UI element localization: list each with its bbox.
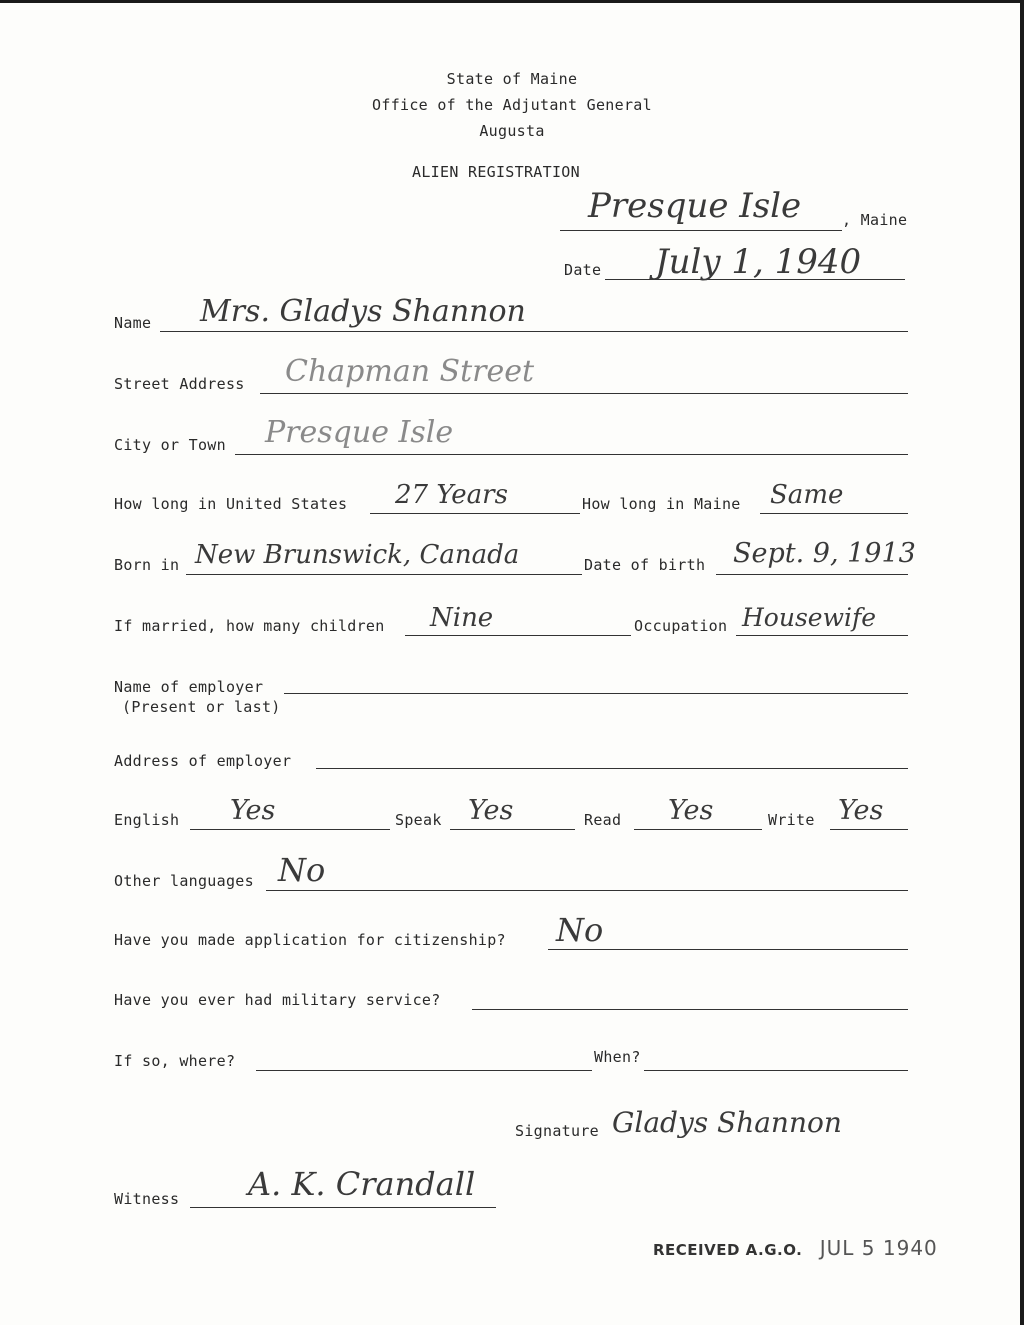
when-label: When?: [594, 1048, 641, 1066]
name-value: Mrs. Gladys Shannon: [200, 294, 526, 329]
if-so-where-label: If so, where?: [114, 1052, 236, 1070]
write-label: Write: [768, 811, 815, 829]
speak-value: Yes: [468, 795, 514, 826]
name-label: Name: [114, 314, 152, 332]
speak-line: [450, 829, 575, 830]
military-line: [472, 1009, 908, 1010]
read-line: [634, 829, 762, 830]
children-label: If married, how many children: [114, 617, 385, 635]
other-languages-value: No: [278, 851, 326, 889]
how-long-maine-value: Same: [770, 480, 844, 510]
occupation-label: Occupation: [634, 617, 728, 635]
date-of-birth-line: [716, 574, 908, 575]
street-value: Chapman Street: [285, 354, 535, 389]
citizenship-label: Have you made application for citizenship?: [114, 931, 506, 949]
header-city: Augusta: [479, 122, 545, 140]
if-so-where-line: [256, 1070, 592, 1071]
header-state: State of Maine: [446, 70, 578, 88]
form-title: ALIEN REGISTRATION: [412, 163, 580, 181]
employer-note: (Present or last): [122, 698, 281, 716]
date-of-birth-label: Date of birth: [584, 556, 706, 574]
employer-line: [284, 693, 908, 694]
date-of-birth-value: Sept. 9, 1913: [733, 538, 916, 569]
employer-address-line: [316, 768, 908, 769]
write-value: Yes: [838, 795, 884, 826]
received-stamp: [653, 1236, 938, 1260]
military-label: Have you ever had military service?: [114, 991, 441, 1009]
children-value: Nine: [430, 603, 494, 633]
employer-label: Name of employer: [114, 678, 264, 696]
how-long-us-label: How long in United States: [114, 495, 348, 513]
street-line: [260, 393, 908, 394]
children-line: [405, 635, 631, 636]
read-value: Yes: [668, 795, 714, 826]
date-value: July 1, 1940: [655, 242, 862, 282]
signature-value: Gladys Shannon: [612, 1106, 842, 1139]
when-line: [644, 1070, 908, 1071]
write-line: [830, 829, 908, 830]
citizenship-line: [548, 949, 908, 950]
occupation-value: Housewife: [742, 603, 877, 632]
how-long-maine-label: How long in Maine: [582, 495, 741, 513]
maine-label: , Maine: [842, 211, 908, 229]
header-office: Office of the Adjutant General: [372, 96, 652, 114]
witness-value: A. K. Crandall: [248, 1165, 476, 1203]
page-border-right: [1020, 0, 1024, 1325]
read-label: Read: [584, 811, 622, 829]
how-long-us-value: 27 Years: [395, 480, 508, 510]
page-border-top: [0, 0, 1024, 3]
how-long-us-line: [370, 513, 580, 514]
witness-label: Witness: [114, 1190, 180, 1208]
employer-address-label: Address of employer: [114, 752, 292, 770]
how-long-maine-line: [760, 513, 908, 514]
english-label: English: [114, 811, 180, 829]
city-town-value: Presque Isle: [265, 415, 454, 450]
other-languages-line: [266, 890, 908, 891]
street-label: Street Address: [114, 375, 245, 393]
place-line: [560, 230, 842, 231]
city-town-line: [235, 454, 908, 455]
date-label: Date: [564, 261, 602, 279]
english-value: Yes: [230, 795, 276, 826]
place-value: Presque Isle: [588, 186, 802, 226]
citizenship-value: No: [556, 911, 604, 949]
witness-line: [190, 1207, 496, 1208]
born-in-value: New Brunswick, Canada: [195, 540, 520, 570]
occupation-line: [736, 635, 908, 636]
english-line: [190, 829, 390, 830]
received-stamp-date: JUL 5 1940: [819, 1236, 938, 1260]
received-stamp-label: RECEIVED A.G.O.: [653, 1241, 803, 1259]
born-in-label: Born in: [114, 556, 180, 574]
signature-label: Signature: [515, 1122, 599, 1140]
born-in-line: [186, 574, 582, 575]
city-town-label: City or Town: [114, 436, 226, 454]
other-languages-label: Other languages: [114, 872, 254, 890]
speak-label: Speak: [395, 811, 442, 829]
name-line: [160, 331, 908, 332]
